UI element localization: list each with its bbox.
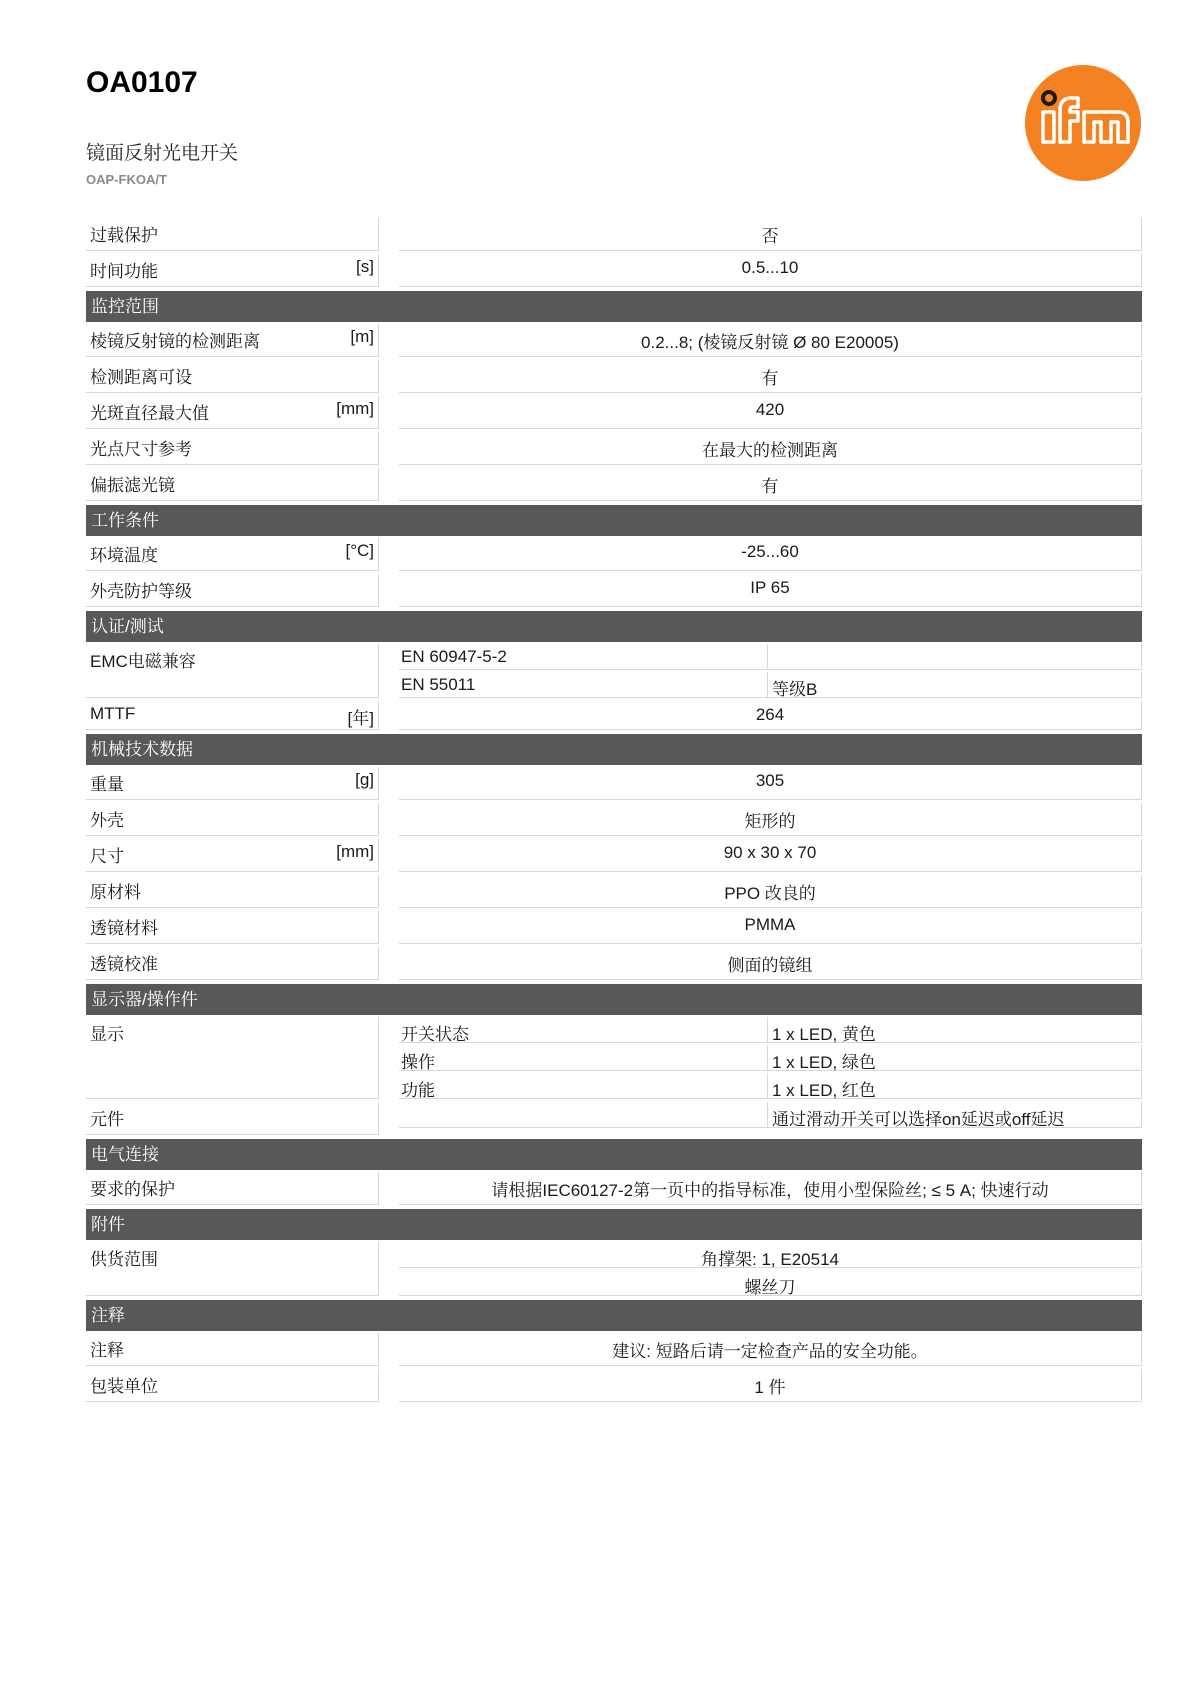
product-description: 镜面反射光电开关 [86, 143, 239, 164]
spec-row-display [86, 1017, 1142, 1099]
section-header-monitoring: 监控范围 [86, 291, 1142, 322]
spec-label: 偏振滤光镜 [86, 468, 379, 501]
section-header-mechanical: 机械技术数据 [86, 734, 1142, 765]
accessory-item: 螺丝刀 [399, 1270, 1142, 1296]
spec-label: 注释 [86, 1333, 379, 1366]
spec-value: 264 [399, 701, 1142, 730]
section-header-certification: 认证/测试 [86, 611, 1142, 642]
display-item-value: 1 x LED, 红色 [767, 1073, 1142, 1099]
spec-value: 建议: 短路后请一定检查产品的安全功能。 [399, 1333, 1142, 1366]
spec-value: 有 [399, 360, 1142, 393]
spec-row [86, 468, 1142, 501]
spec-row [86, 839, 1142, 872]
spec-row [86, 324, 1142, 357]
spec-row [86, 574, 1142, 607]
display-item-value: 1 x LED, 黄色 [767, 1017, 1142, 1043]
display-item-name: 操作 [399, 1045, 767, 1071]
spec-value: 在最大的检测距离 [399, 432, 1142, 465]
spec-label: 重量 [g] [86, 767, 379, 800]
spec-row [86, 947, 1142, 980]
display-item-name: 功能 [399, 1073, 767, 1099]
spec-label: 外壳防护等级 [86, 574, 379, 607]
spec-label: 环境温度 [°C] [86, 538, 379, 571]
spec-label: 显示 [86, 1017, 379, 1099]
spec-value: 0.2...8; (棱镜反射镜 Ø 80 E20005) [399, 324, 1142, 357]
section-header-electrical: 电气连接 [86, 1139, 1142, 1170]
spec-value: 90 x 30 x 70 [399, 839, 1142, 872]
spec-label: 光点尺寸参考 [86, 432, 379, 465]
spec-label: 原材料 [86, 875, 379, 908]
spec-row [86, 1369, 1142, 1402]
spec-row [86, 767, 1142, 800]
spec-value: 420 [399, 396, 1142, 429]
spec-row-mttf [86, 701, 1142, 730]
section-header-accessories: 附件 [86, 1209, 1142, 1240]
spec-value: 0.5...10 [399, 254, 1142, 287]
ifm-logo [1024, 64, 1142, 182]
spec-value: EN 55011 [399, 672, 767, 698]
spec-value: 1 件 [399, 1369, 1142, 1402]
spec-label: 尺寸 [mm] [86, 839, 379, 872]
spec-label: 棱镜反射镜的检测距离 [m] [86, 324, 379, 357]
spec-label: 检测距离可设 [86, 360, 379, 393]
element-value: 通过滑动开关可以选择on延迟或off延迟 [767, 1102, 1142, 1128]
spec-row [86, 875, 1142, 908]
spec-row-scope-of-delivery [86, 1242, 1142, 1296]
section-header-notes: 注释 [86, 1300, 1142, 1331]
spec-label: 光斑直径最大值 [mm] [86, 396, 379, 429]
spec-value: 否 [399, 218, 1142, 251]
spec-value: PPO 改良的 [399, 875, 1142, 908]
spec-value: EN 60947-5-2 [399, 644, 767, 670]
spec-row-element [86, 1102, 1142, 1135]
spec-value: PMMA [399, 911, 1142, 944]
spec-label: 时间功能 [s] [86, 254, 379, 287]
spec-value: 有 [399, 468, 1142, 501]
spec-row [86, 1172, 1142, 1205]
element-name [399, 1102, 767, 1128]
spec-label: EMC电磁兼容 [86, 644, 379, 698]
spec-row-time-function [86, 254, 1142, 287]
spec-value: -25...60 [399, 538, 1142, 571]
display-item-name: 开关状态 [399, 1017, 767, 1043]
spec-row-overload [86, 218, 1142, 251]
spec-label: 透镜校准 [86, 947, 379, 980]
spec-row-emc [86, 644, 1142, 698]
spec-label: 供货范围 [86, 1242, 379, 1296]
spec-label: 外壳 [86, 803, 379, 836]
spec-label: 过载保护 [86, 218, 379, 251]
spec-value [767, 644, 1142, 670]
data-sheet [86, 218, 1142, 1405]
spec-value: 侧面的镜组 [399, 947, 1142, 980]
spec-row [86, 538, 1142, 571]
product-type-code: OAP-FKOA/T [86, 172, 167, 187]
product-code-title: OA0107 [86, 66, 198, 99]
spec-value: 矩形的 [399, 803, 1142, 836]
spec-value: 305 [399, 767, 1142, 800]
spec-label: 包装单位 [86, 1369, 379, 1402]
spec-row [86, 803, 1142, 836]
display-item-value: 1 x LED, 绿色 [767, 1045, 1142, 1071]
spec-value: 请根据IEC60127-2第一页中的指导标准，使用小型保险丝; ≤ 5 A; 快速行动 [399, 1172, 1142, 1205]
spec-row [86, 360, 1142, 393]
spec-label: 要求的保护 [86, 1172, 379, 1205]
spec-value: 等级B [767, 672, 1142, 698]
spec-label: 透镜材料 [86, 911, 379, 944]
spec-value: IP 65 [399, 574, 1142, 607]
spec-label: MTTF [年] [86, 701, 379, 730]
spec-label: 元件 [86, 1102, 379, 1135]
section-header-display: 显示器/操作件 [86, 984, 1142, 1015]
accessory-item: 角撑架: 1, E20514 [399, 1242, 1142, 1268]
spec-row [86, 1333, 1142, 1366]
spec-row [86, 396, 1142, 429]
spec-row [86, 432, 1142, 465]
spec-row [86, 911, 1142, 944]
section-header-operating: 工作条件 [86, 505, 1142, 536]
